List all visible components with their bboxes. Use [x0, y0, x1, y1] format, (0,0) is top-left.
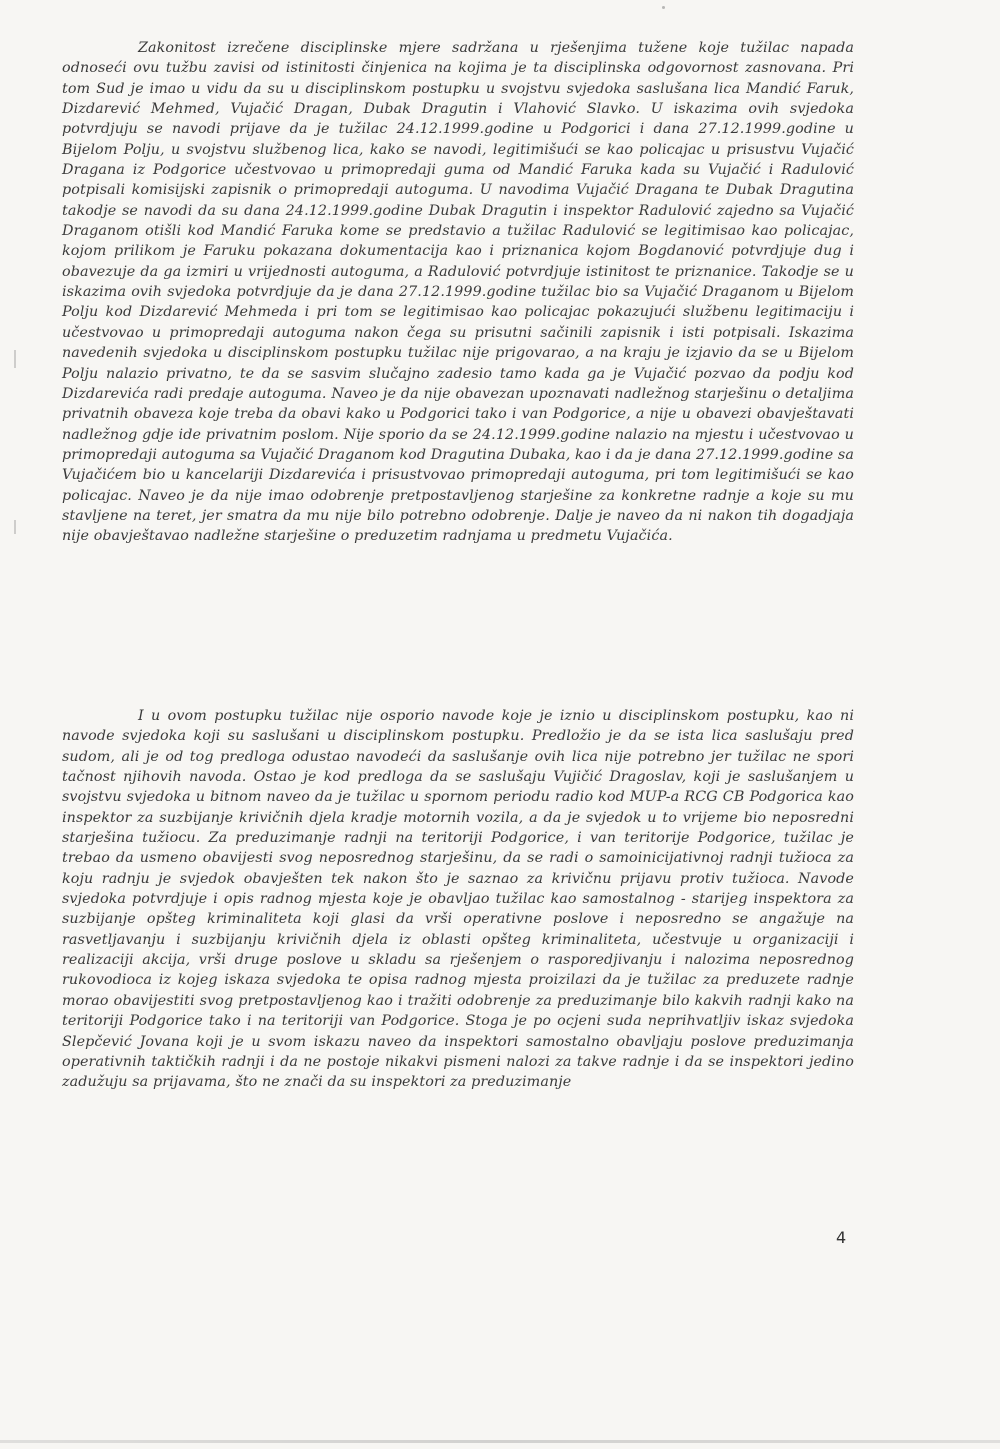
- body-paragraph-2: I u ovom postupku tužilac nije osporio navode koje je iznio u disciplinskom postupku, kao ni navode svjedoka koji su saslušani u disciplinskom postupku. Predložio je da se ista lica saslušaju pred sudom, ali je od tog predloga odustao navodeći da saslušanje ovih lica nije potrebno jer tužilac ne spori tačnost njihovih navoda. Ostao je kod predloga da se saslušaju Vujičić Dragoslav, koji je saslušanjem u svojstvu svjedoka u bitnom naveo da je tužilac u spornom periodu radio kod MUP-a RCG CB Podgorica kao inspektor za suzbijanje krivičnih djela kradje motornih vozila, a da je svjedok u to vrijeme bio neposredni starješina tužiocu. Za preduzimanje radnji na teritoriji Podgorice, i van teritorije Podgorice, tužilac je trebao da usmeno obavijesti svog neposrednog starješinu, da se radi o samoinicijativnoj radnji tužioca za koju radnju je svjedok obavješten tek nakon što je saznao za krivičnu prijavu protiv tužioca. Navode svjedoka potvrdjuje i opis radnog mjesta koje je obavljao tužilac kao samostalnog - starijeg inspektora za suzbijanje opšteg kriminaliteta koji glasi da vrši operativne poslove i neposredno se angažuje na rasvetljavanju i suzbijanju krivičnih djela iz oblasti opšteg kriminaliteta, učestvuje u organizaciji i realizaciji akcija, vrši druge poslove u skladu sa rješenjem o rasporedjivanju i nalozima neposrednog rukovodioca iz kojeg iskaza svjedoka te opisa radnog mjesta proizilazi da je tužilac za preduzete radnje morao obavijestiti svog pretpostavljenog kao i tražiti odobrenje za preduzimanje bilo kakvih radnji kako na teritoriji Podgorice tako i na teritoriji van Podgorice. Stoga je po ocjeni suda neprihvatljiv iskaz svjedoka Slepčević Jovana koji je u svom iskazu naveo da inspektori samostalno obavljaju poslove preduzimanja operativnih taktičkih radnji i da ne postoje nikakvi pismeni nalozi za takve radnje i da se inspektori jedino zadužuju sa prijavama, što ne znači da su inspektori za preduzimanje: [62, 708, 854, 1091]
- scan-speck: [662, 6, 665, 9]
- scan-bottom-edge: [0, 1440, 1000, 1443]
- body-paragraph-1: Zakonitost izrečene disciplinske mjere sadržana u rješenjima tužene koje tužilac napada odnoseći ovu tužbu zavisi od istinitosti činjenica na kojima je ta disciplinska odgovornost zasnovana. Pri tom Sud je imao u vidu da su u disciplinskom postupku u svojstvu svjedoka saslušana lica Mandić Faruk, Dizdarević Mehmed, Vujačić Dragan, Dubak Dragutin i Vlahović Slavko. U iskazima ovih svjedoka potvrdjuju se navodi prijave da je tužilac 24.12.1999.godine u Podgorici i dana 27.12.1999.godine u Bijelom Polju, u svojstvu službenog lica, kako se navodi, legitimišući se kao policajac u prisustvu Vujačić Dragana iz Podgorice učestvovao u primopredaji guma od Mandić Faruka kada su Vujačić i Radulović potpisali komisijski zapisnik o primopredaji autoguma. U navodima Vujačić Dragana te Dubak Dragutina takodje se navodi da su dana 24.12.1999.godine Dubak Dragutin i inspektor Radulović zajedno sa Vujačić Draganom otišli kod Mandić Faruka kome se predstavio a tužilac Radulović se legitimisao kao policajac, kojom prilikom je Faruku pokazana dokumentacija kao i priznanica kojom Bogdanović potvrdjuje dug i obavezuje da ga izmiri u vrijednosti autoguma, a Radulović potvrdjuje istinitost te priznanice. Takodje se u iskazima ovih svjedoka potvrdjuje da je dana 27.12.1999.godine tužilac bio sa Vujačić Draganom u Bijelom Polju kod Dizdarević Mehmeda i pri tom se legitimisao kao policajac pokazujući službenu legitimaciju i učestvovao u primopredaji autoguma nakon čega su prisutni sačinili zapisnik i isti potpisali. Iskazima navedenih svjedoka u disciplinskom postupku tužilac nije prigovarao, a na kraju je izjavio da se u Bijelom Polju nalazio privatno, te da se sasvim slučajno zadesio tamo kada ga je Vujačić pozvao da podju kod Dizdarevića radi predaje autoguma. Naveo je da nije obavezan upoznavati nadležnog starješinu o detaljima privatnih obaveza koje treba da obavi kako u Podgorici tako i van Podgorice, a nije u obavezi obavještavati nadležnog gdje ide privatnim poslom. Nije sporio da se 24.12.1999.godine nalazio na mjestu i učestvovao u primopredaji autoguma sa Vujačić Draganom kod Dragutina Dubaka, kao i da je dana 27.12.1999.godine sa Vujačićem bio u kancelariji Dizdarevića i prisustvovao primopredaji autoguma, pri tom legitimišući se kao policajac. Naveo je da nije imao odobrenje pretpostavljenog starješine za konkretne radnje a koje su mu stavljene na teret, jer smatra da mu nije bilo potrebno odobrenje. Dalje je naveo da ni nakon tih dogadjaja nije obavještavao nadležne starješine o preduzetim radnjama u predmetu Vujačića.: [62, 40, 854, 545]
- page-number: 4: [836, 1228, 847, 1247]
- scan-margin-mark: [14, 520, 16, 534]
- scan-margin-mark: [14, 350, 16, 368]
